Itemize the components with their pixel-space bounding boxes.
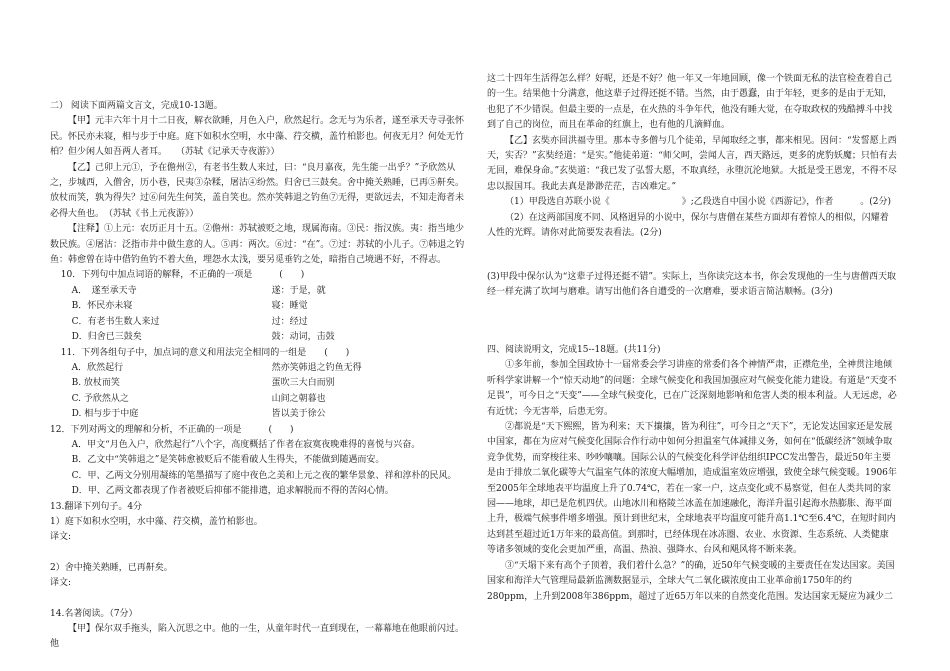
q14-jia-passage-cont: 这二十四年生活得怎么样？好呢，还是不好？他一年又一年地回顾，像一个铁面无私的法官检查着自己的一生。结果他十分满意，他这辈子过得还挺不错。当然，由于愚蠢，由于年轻，更多的是由于无知，也犯了不少错误。但最主要的一点是，在火热的斗争年代，他没有睡大觉，在夺取政权的残酷搏斗中找到了自己的岗位，而且在革命的红旗上，也有他的几滴鲜血。 <box>487 74 893 131</box>
q14-yi-passage: 【乙】玄奘亦回洪福寺里。那本寺多僧与几个徒弟，早闻取经之事，都来相见。因问：“发誓愿上西天，实否？”玄奘经道：“是实。”他徒弟道：“师父呵，尝闻人言，西天路远，更多的虎豹妖魔；只怕有去无回，难保身命。”玄奘道：“我已发了弘誓大愿，不取真经，永堕沉沦地狱。大抵是受王恩宠，不得不尽忠以报国耳。我此去真是渺渺茫茫，吉凶难定。” <box>487 135 897 192</box>
q14-subquestion-3: (3)甲段中保尔认为“这辈子过得还挺不错”。实际上，当你读完这本书，你会发现他的一生与唐僧西天取经一样充满了坎坷与磨难。请写出他们各自遭受的一次磨难，要求语言简洁顺畅。(3分) <box>487 272 896 298</box>
q11-stem: 11．下列各组句子中，加点词的意义和用法完全相同的一组是 ( ) <box>60 347 350 358</box>
passage-jia: 【甲】元丰六年十月十二日夜，解衣欲睡，月色入户，欣然起行。念无与为乐者，遂至承天寺寻张怀民。怀民亦未寝，相与步于中庭。庭下如积水空明，水中藻、荇交横，盖竹柏影也。何夜无月？何处无竹柏？但少闲人如吾两人者耳。 （苏轼《记承天寺夜游》） <box>50 116 465 158</box>
q12-option-c: C．甲、乙两文分别用凝练的笔墨描写了庭中夜色之美和上元之夜的繁华景象、祥和淳朴的民风。 <box>71 470 457 481</box>
q10-option-c: C．有老书生数人来过 过：经过 <box>71 316 308 327</box>
q13-sentence-1: 1）庭下如积水空明，水中藻、荇交横，盖竹柏影也。 <box>50 516 263 527</box>
section-2 <box>50 99 471 653</box>
annotations: 【注释】①上元：农历正月十五。②儋州：苏轼被贬之地，现属海南。③民：指汉族。夷：指当地少数民族。④屠沽：泛指市井中做生意的人。⑤再：两次。⑥过：“在”。⑦过：苏轼的小儿子。⑦韩退之钓鱼：韩愈曾在诗中借钓鱼钓不着大鱼，埋怨水太浅，要另觅垂钓之处，暗指自己境遇不好，不得志。 <box>50 224 465 266</box>
q13-sentence-2: 2）舍中掩关熟睡，已再鼾矣。 <box>50 562 173 573</box>
q14-subquestion-3-block <box>487 270 897 301</box>
q12-option-b: B．乙文中“笑韩退之”是笑韩愈被贬后不能看破人生得失，不能做到随遇而安。 <box>71 455 385 466</box>
paragraph-1: ①多年前，参加全国政协十一届常委会学习讲座的常委们各个神情严肃，正襟危坐，全神贯注地倾听科学家讲解一个“惊天动地”的问题：全球气候变化和我国加强应对气候变化能力建设。有道是“天变不足畏”，可今日之“天变”——全球气候变化，已在广泛深刻地影响和危害人类的根本利益。人无远虑，必有近忧；今无害举，后患无穷。 <box>487 360 897 417</box>
q14-jia-passage-start: 【甲】保尔双手拖头，陷入沉思之中。他的一生，从童年时代一直到现在，一幕幕地在他眼前闪过。他 <box>50 624 465 650</box>
answer-space <box>50 592 471 607</box>
q13-answer-label-1: 译文: <box>50 532 72 543</box>
q10-option-a: A． 遂至承天寺 遂：于是，就 <box>71 285 326 296</box>
q11-option-d: D. 相与步于中庭 皆以美于徐公 <box>71 409 326 420</box>
passage-yi: 【乙】己卯上元①，予在儋州②，有老书生数人来过，曰：“良月嘉夜，先生能一出乎？”予欣然从之，步城西，入僧舍，历小巷，民夷③杂糅，屠沽④纷然。归舍已三鼓矣。舍中掩关熟睡，已再⑤鼾矣。放杖而笑，孰为得失？过⑥问先生何笑，盖自笑也。然亦笑韩退之钓鱼⑦无得，更欲远去，不知走海者未必得大鱼也。 （苏轼《书上元夜游》） <box>50 162 465 219</box>
q13-stem: 13.翻译下列句子。4分 <box>50 501 143 512</box>
q10-option-b: B．怀民亦未寝 寝：睡觉 <box>71 301 308 312</box>
paragraph-3: ③“天塌下来有高个子顶着，我们着什么急？”的确，近50年气候变暖的主要责任在发达国家。美国国家和海洋大气管理局最新监测数据显示，全球大气二氧化碳浓度由工业革命前1750年的约280ppm，上升到2008年386ppm，超过了近65万年以来的自然变化范围。发达国家无疑应为减少二 <box>487 560 895 602</box>
q11-option-b: B. 放杖而笑 蛋吹三大白而别 <box>71 378 335 389</box>
q12-option-a: A．甲文“月色入户，欣然起行”八个字，高度概括了作者在寂寞夜晚难得的喜悦与兴奋。 <box>71 439 421 450</box>
section-2-title: 二） 阅读下面两篇文言文，完成10-13题。 <box>50 101 223 111</box>
q13-answer-label-2: 译文: <box>50 578 72 589</box>
q11-option-c: C. 予欣然从之 山间之朝暮也 <box>71 393 326 404</box>
section-4 <box>487 343 897 605</box>
section-4-title: 四、阅读说明文，完成15--18题。(共11分) <box>487 345 661 355</box>
answer-space <box>50 546 471 561</box>
q10-option-d: D．归舍已三鼓矣 鼓：动词，击鼓 <box>71 332 335 343</box>
q14-continued <box>487 72 897 241</box>
q12-option-d: D．甲、乙两文都表现了作者被贬后抑郁不能排遣，追求解脱而不得的苦闷心情。 <box>71 486 394 497</box>
q14-title: 14.名著阅读。（7分） <box>50 608 138 619</box>
q14-subquestion-1: （1）甲段选自苏联小说《 》;乙段选自中国小说《西游记》，作者 。(2分) <box>505 197 892 208</box>
q10-stem: 10．下列句中加点词语的解释，不正确的一项是 ( ) <box>60 270 305 281</box>
q12-stem: 12．下列对两文的理解和分析，不正确的一项是 ( ) <box>50 424 294 435</box>
q14-subquestion-2: （2）在这两部国度不同、风格迥异的小说中，保尔与唐僧在某些方面却有着惊人的相似，闪耀着人性的光辉。请你对此简要发表看法。(2分) <box>487 212 889 239</box>
paragraph-2: ②都说是“天下熙熙，皆为利来；天下攘攘，皆为利往”，可今日之“天下”，无论发达国家还是发展中国家，都在为应对气候变化国际合作行动中如何分担温室气体减排义务，如何在“低碳经济”领域争取竞争优势，而穿梭往来、吵吵嚷嚷。国际公认的气候变化科学评估组织IPCC发出警告，最近50年主要是由于排放二氧化碳等大气温室气体的浓度大幅增加，造成温室效应增强，致使全球气候变暖。1906年至2005年全球地表平均温度上升了0.74℃，若在一家一户，这点变化或不易察觉，但在人类共同的家园——地球，却已是危机四伏。山地冰川和格陵兰冰盖在加速融化，海洋升温引起海水热膨胀、海平面上升，极端气候事件增多增强。预计到世纪末，全球地表平均温度可能升高1.1℃至6.4℃，在短时间内达到甚至超过近1万年来的最高值。到那时，已经体现在冰冻圈、农业、水资源、生态系统、人类健康等诸多领域的变化会更加严重，高温、热浪、强降水、台风和飓风将不断来袭。 <box>487 422 897 556</box>
q11-option-a: A．欣然起行 然亦笑韩退之钓鱼无得 <box>71 362 362 373</box>
